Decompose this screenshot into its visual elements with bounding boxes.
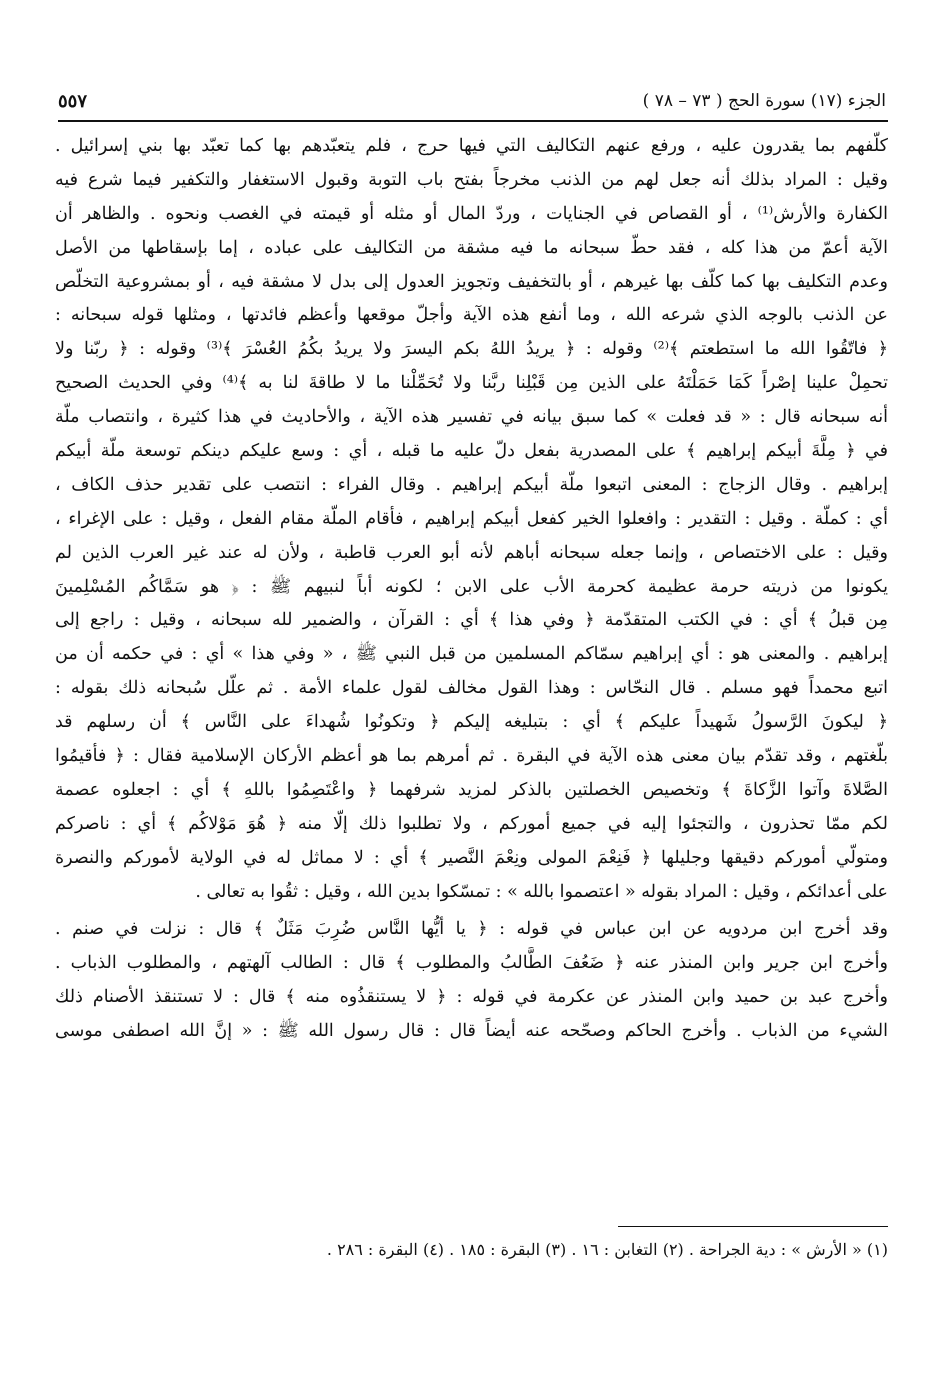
text-line: وأخرج عبد بن حميد وابن المنذر عن عكرمة في قوله : ﴿ لا يستنقذُوه منه ﴾ قال : لا تستنقذ الأصنام ذلك xyxy=(55,987,888,1008)
text-line: أي : كملّة . وقيل : التقدير : وافعلوا الخير كفعل أبيكم إبراهيم ، فأقام الملّة مقام الفعل ، وقيل : على الإغراء ، xyxy=(55,508,888,529)
footnote-divider xyxy=(618,1226,888,1227)
text-line: إبراهيم . وقال الزجاج : المعنى اتبعوا ملّة أبيكم إبراهيم . وقال الفراء : انتصب على تقدير حذف الكاف ، xyxy=(55,474,888,495)
text-line: في ﴿ مِلَّةَ أبيكم إبراهيم ﴾ على المصدرية بفعل دلّ عليه ما قبله ، أي : وسع عليكم دينكم توسعة ملّة أبيكم xyxy=(55,441,888,462)
text-line: الكفارة والأرش⁽¹⁾ ، أو القصاص في الجنايات ، وردّ المال أو مثله أو قيمته في الغصب ونحوه . والظاهر أن xyxy=(55,203,888,224)
text-line: وأخرج ابن جرير وابن المنذر عنه ﴿ ضَعُفَ الطَّالبُ والمطلوب ﴾ قال : الطالب آلهتهم ، والمطلوب الذباب . xyxy=(55,953,888,974)
main-text xyxy=(55,130,888,1049)
footnotes: (١) « الأرش » : دية الجراحة . (٢) التغابن : ١٦ . (٣) البقرة : ١٨٥ . (٤) البقرة : ٢٨٦ . xyxy=(326,1240,888,1259)
text-line: وعدم التكليف بها كما كلّف بها غيرهم ، أو بالتخفيف وتجويز العدول إلى بدل لا مشقة فيه ، أو بمشروعية التخلّص xyxy=(55,271,888,292)
text-line: تحمِلْ علينا إصْراً كَمَا حَمَلْتَهُ على الذين مِن قَبْلِنا ربَّنا ولا تُحَمِّلْنا ما لا طاقةَ لنا به ﴾⁽⁴⁾ وفي الحديث الصحيح xyxy=(55,373,888,394)
text-line: ﴿ ليكونَ الرَّسولُ شَهيداً عليكم ﴾ أي : بتبليغه إليكم ﴿ وتكونُوا شُهداءَ على النَّاس ﴾ أن رسلهم قد xyxy=(55,712,888,733)
text-line: يكونوا من ذريته حرمة عظيمة كحرمة الأب على الابن ؛ لكونه أباً لنبيهم ﷺ : ﴿ هو سَمَّاكُم المُسْلِمينَ xyxy=(55,576,888,597)
text-line: أنه سبحانه قال : « قد فعلت » كما سبق بيانه في تفسير هذه الآية ، والأحاديث في هذا كثيرة ، وانتصاب ملّة xyxy=(55,407,888,428)
text-line: وقد أخرج ابن مردويه عن ابن عباس في قوله : ﴿ يا أيُّها النَّاس ضُرِبَ مَثَلٌ ﴾ قال : نزلت في صنم . xyxy=(55,919,888,940)
running-title: الجزء (١٧) سورة الحج ( ٧٣ – ٧٨ ) xyxy=(642,91,886,111)
text-line: بلّغتهم ، وقد تقدّم بيان معنى هذه الآية في البقرة . ثم أمرهم بما هو أعظم الأركان الإسلامية فقال : ﴿ فأقيمُوا xyxy=(55,746,888,767)
page-header xyxy=(58,86,886,116)
text-line: إبراهيم . والمعنى هو : أي إبراهيم سمّاكم المسلمين من قبل النبي ﷺ ، « وفي هذا » أي : في حكمه أن من xyxy=(55,644,888,665)
text-line: وقيل : على الاختصاص ، وإنما جعله سبحانه أباهم لأنه أبو العرب قاطبة ، ولأن له عند غير العرب الذين لم xyxy=(55,542,888,563)
text-line: عن الذنب بالوجه الذي شرعه الله ، وما أنفع هذه الآية وأجلّ موقعها وأعظم فائدتها ، ومثلها قوله سبحانه : xyxy=(55,305,888,326)
page-number: ٥٥٧ xyxy=(58,90,88,112)
text-line: وقيل : المراد بذلك أنه جعل لهم من الذنب مخرجاً بفتح باب التوبة وقبول الاستغفار والتكفير فيما شرع فيه xyxy=(55,169,888,190)
text-line: كلّفهم بما يقدرون عليه ، ورفع عنهم التكاليف التي فيها حرج ، فلم يتعبّدهم بها كما تعبّد بها بني إسرائيل . xyxy=(55,136,888,156)
text-line: على أعدائكم ، وقيل : المراد بقوله « اعتصموا بالله » : تمسّكوا بدين الله ، وقيل : ثقُوا به تعالى . xyxy=(195,881,888,902)
text-line: اتبع محمداً فهو مسلم . قال النحّاس : وهذا القول مخالف لقول علماء الأمة . ثم علّل سُبحانه ذلك بقوله : xyxy=(55,678,888,699)
narrations-paragraph xyxy=(55,913,888,1049)
text-line: لكم ممّا تحذرون ، والتجئوا إليه في جميع أموركم ، ولا تطلبوا ذلك إلّا منه ﴿ هُوَ مَوْلاكُم ﴾ أي : ناصركم xyxy=(55,813,888,834)
text-line: الآية أعمّ من هذا كله ، فقد حطّ سبحانه ما فيه مشقة من التكاليف على عباده ، إما بإسقاطها من الأصل xyxy=(55,237,888,258)
text-line: مِن قبلُ ﴾ أي : في الكتب المتقدّمة ﴿ وفي هذا ﴾ أي : القرآن ، والضمير لله سبحانه ، وقيل : راجع إلى xyxy=(55,610,888,631)
text-line: الشيء من الذباب . وأخرج الحاكم وصحّحه عنه أيضاً قال : قال رسول الله ﷺ : « إنَّ الله اصطفى موسى xyxy=(55,1021,888,1042)
text-line: ﴿ فاتّقُوا الله ما استطعتم ﴾⁽²⁾ وقوله : ﴿ يريدُ اللهُ بكم اليسرَ ولا يريدُ بكُمُ العُسْرَ ﴾⁽³⁾ وقوله : ﴿ ربّنا ولا xyxy=(55,339,888,360)
header-divider xyxy=(58,120,888,122)
text-line: ومتولّي أموركم دقيقها وجليلها ﴿ فَنِعْمَ المولى ونِعْمَ النَّصير ﴾ أي : لا مماثل له في الولاية لأموركم والنصرة xyxy=(55,847,888,868)
text-line: الصَّلاةَ وآتوا الزَّكاةَ ﴾ وتخصيص الخصلتين بالذكر لمزيد شرفهما ﴿ واعْتَصِمُوا باللهِ ﴾ أي : اجعلوه عصمة xyxy=(55,779,888,800)
